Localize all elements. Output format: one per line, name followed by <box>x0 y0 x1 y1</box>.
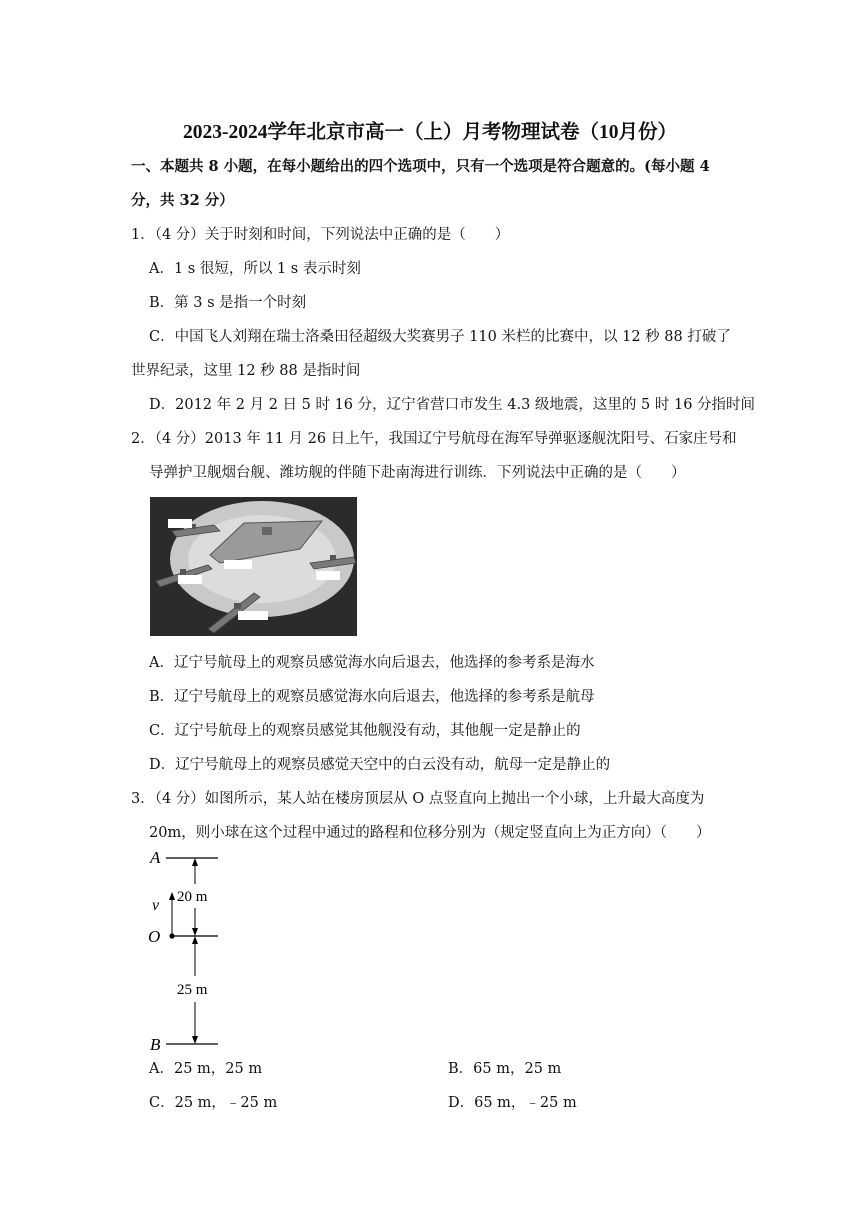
q1-option-d: D．2012 年 2 月 2 日 5 时 16 分，辽宁省营口市发生 4.3 级地震，这里的 5 时 16 分指时间 <box>149 397 756 413</box>
q3-option-a: A．25 m，25 m <box>149 1061 263 1077</box>
motion-diagram <box>146 846 246 1052</box>
q3-stem-line2: 20m，则小球在这个过程中通过的路程和位移分别为（规定竖直向上为正方向）（ ） <box>149 825 711 841</box>
q3-stem-line1: 3．（4 分）如图所示，某人站在楼房顶层从 O 点竖直向上抛出一个小球，上升最大高度为 <box>131 791 705 807</box>
section-heading-line1: 一、本题共 8 小题，在每小题给出的四个选项中，只有一个选项是符合题意的。(每小题 4 <box>131 158 710 175</box>
q3-option-c: C．25 m，﹣25 m <box>149 1095 278 1111</box>
diagram-label-o: O <box>148 927 161 946</box>
q1-option-b: B．第 3 s 是指一个时刻 <box>149 295 307 311</box>
q2-option-a: A．辽宁号航母上的观察员感觉海水向后退去，他选择的参考系是海水 <box>149 655 595 671</box>
diagram-label-b: B <box>150 1035 161 1052</box>
q2-option-d: D．辽宁号航母上的观察员感觉天空中的白云没有动，航母一定是静止的 <box>149 757 611 773</box>
diagram-label-a: A <box>150 848 161 867</box>
diagram-distance-lower: 25 m <box>177 982 208 998</box>
q1-option-c-line1: C．中国飞人刘翔在瑞士洛桑田径超级大奖赛男子 110 米栏的比赛中，以 12 秒 88 打破了 <box>149 329 731 345</box>
diagram-distance-upper: 20 m <box>177 889 208 905</box>
section-heading-line2: 分，共 32 分） <box>131 192 234 209</box>
q2-option-c: C．辽宁号航母上的观察员感觉其他舰没有动，其他舰一定是静止的 <box>149 723 581 739</box>
fleet-photo <box>150 497 357 636</box>
q3-option-b: B．65 m，25 m <box>448 1061 562 1077</box>
q1-option-c-line2: 世界纪录，这里 12 秒 88 是指时间 <box>131 363 361 379</box>
q2-stem-line2: 导弹护卫舰烟台舰、潍坊舰的伴随下赴南海进行训练．下列说法中正确的是（ ） <box>149 465 686 481</box>
q2-option-b: B．辽宁号航母上的观察员感觉海水向后退去，他选择的参考系是航母 <box>149 689 595 705</box>
q2-stem-line1: 2．（4 分）2013 年 11 月 26 日上午，我国辽宁号航母在海军导弹驱逐舰沈阳号、石家庄号和 <box>131 431 737 447</box>
q1-option-a: A．1 s 很短，所以 1 s 表示时刻 <box>149 261 361 277</box>
page-title: 2023-2024学年北京市高一（上）月考物理试卷（10月份） <box>183 122 677 143</box>
diagram-label-v: v <box>152 897 160 914</box>
q3-option-d: D．65 m，﹣25 m <box>448 1095 577 1111</box>
q1-stem: 1．（4 分）关于时刻和时间，下列说法中正确的是（ ） <box>131 227 510 243</box>
